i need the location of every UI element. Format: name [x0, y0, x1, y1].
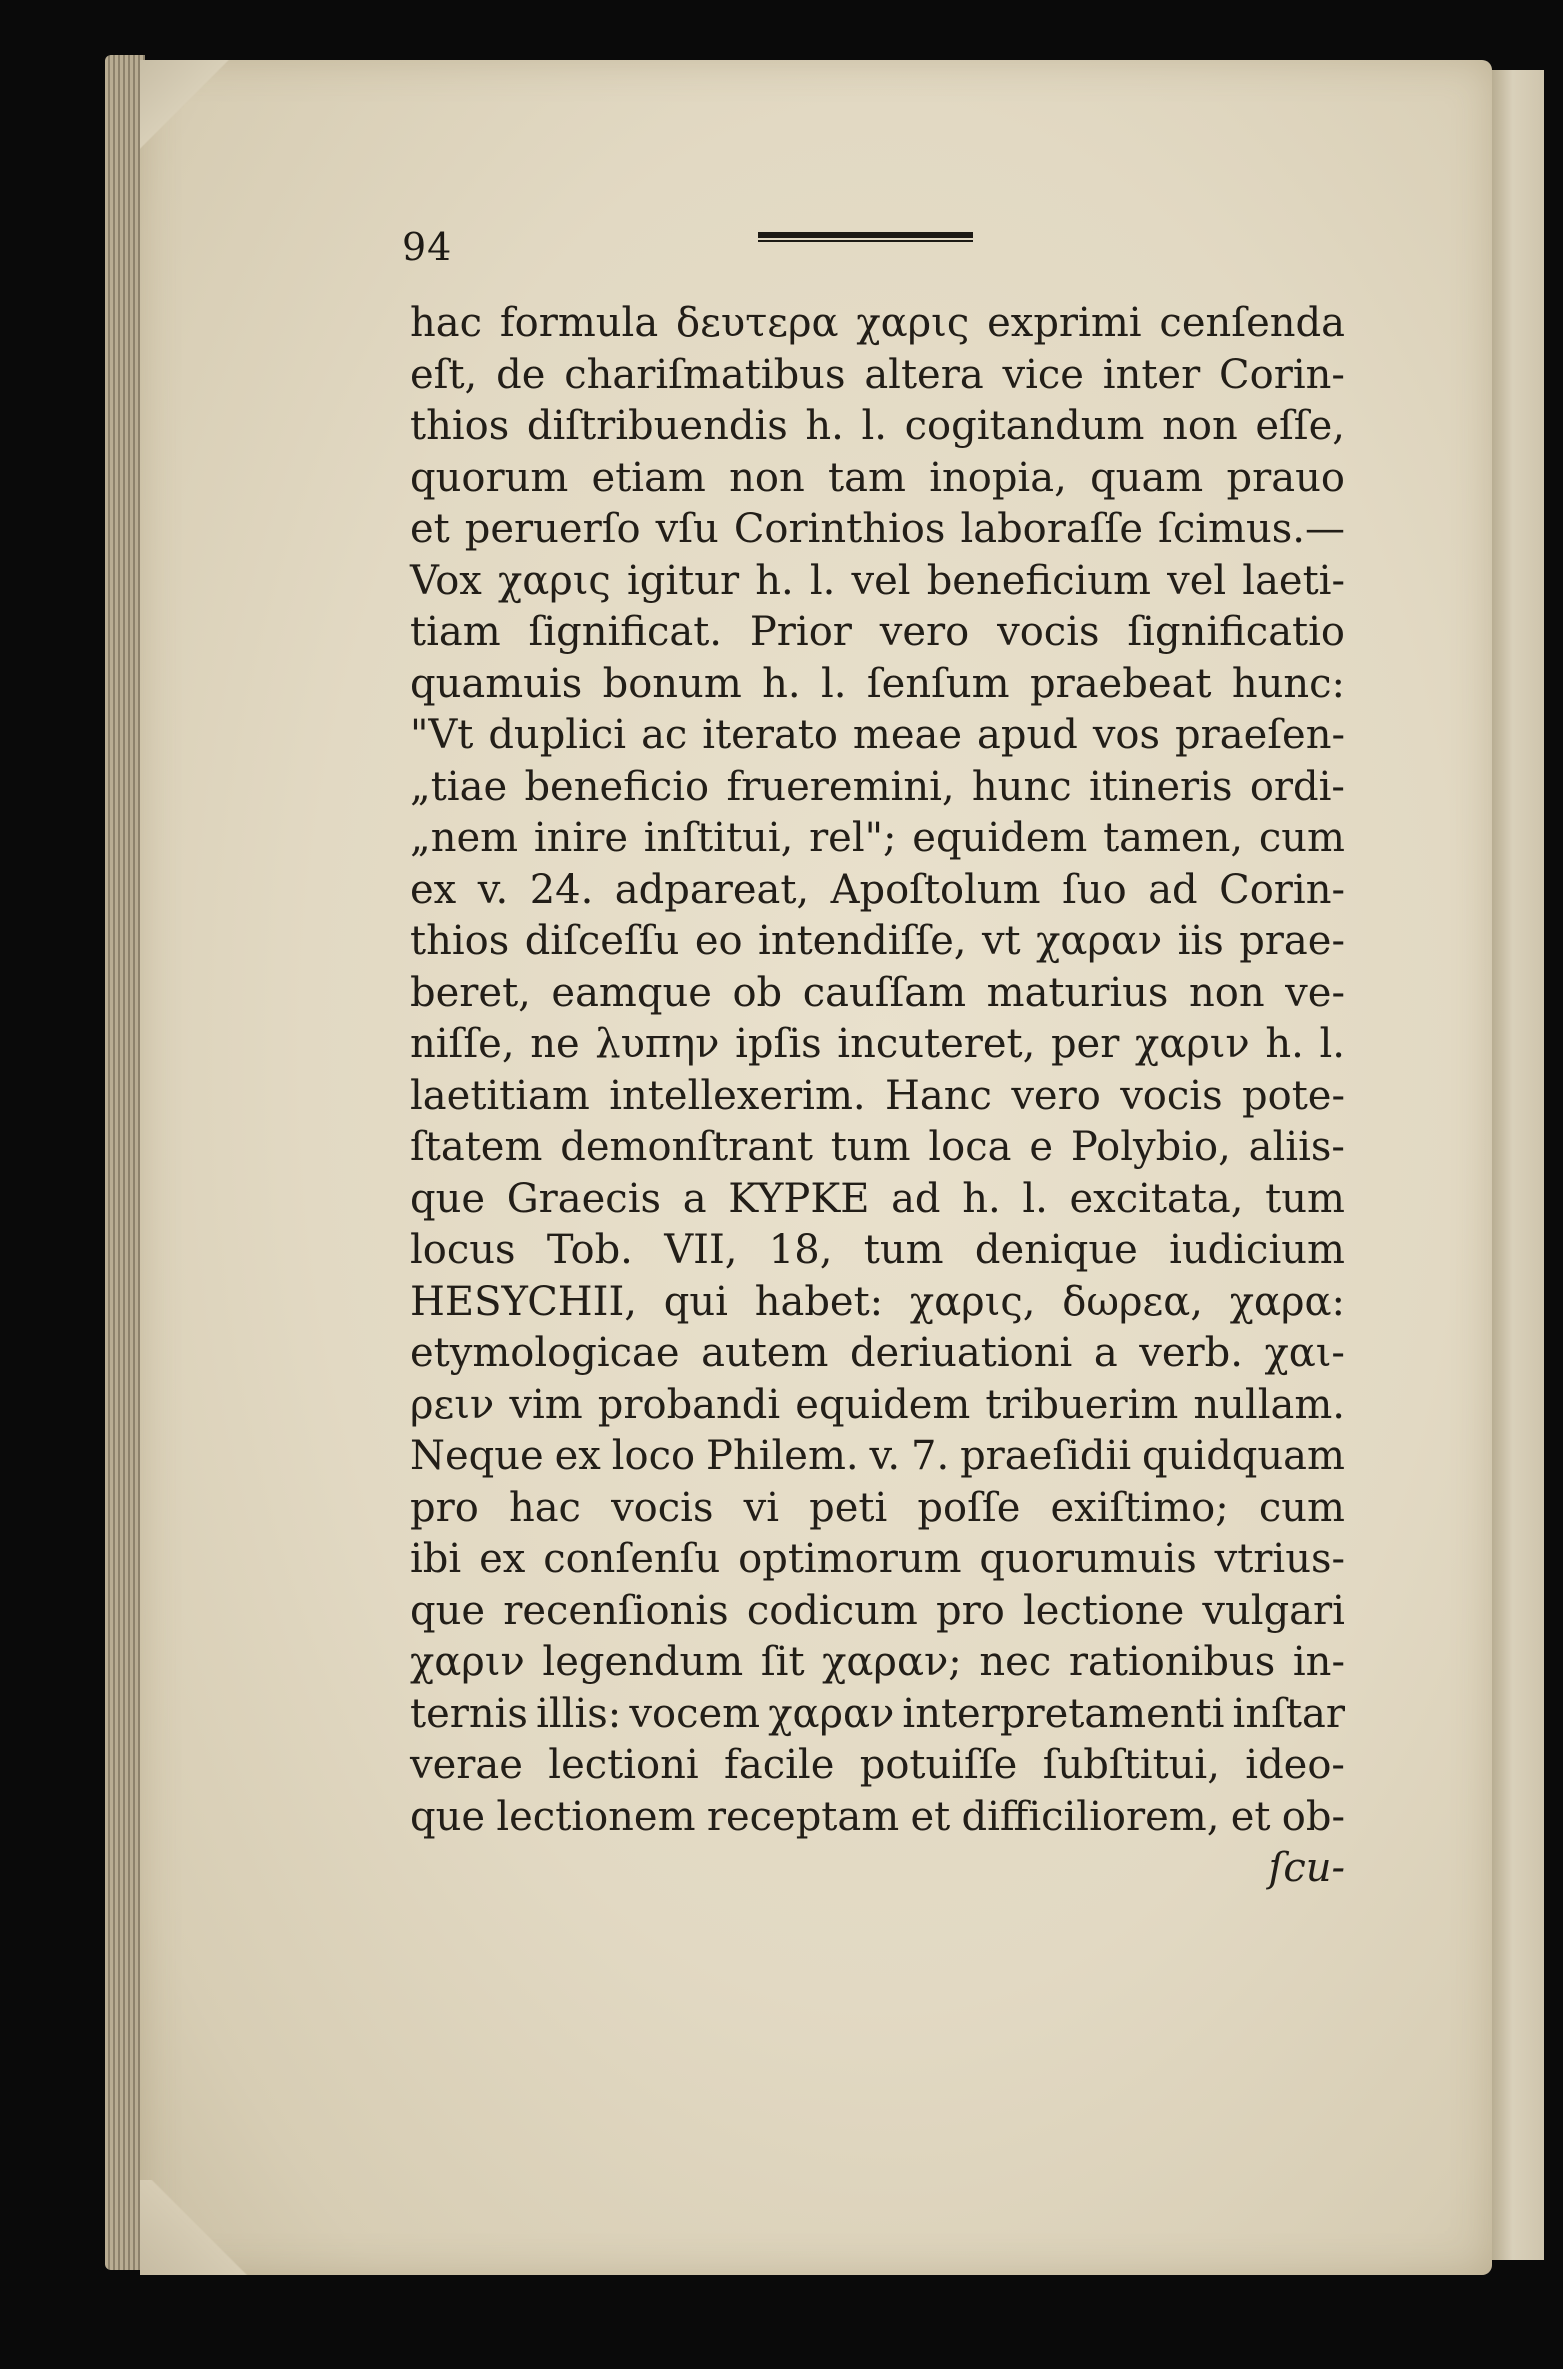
word: equidem	[795, 1381, 971, 1428]
word: per	[1050, 1021, 1120, 1067]
word: "Vt	[410, 712, 474, 758]
word: Corin-	[1219, 866, 1345, 913]
word: denique	[974, 1227, 1138, 1273]
word: que	[410, 1793, 486, 1840]
word: e	[1029, 1124, 1054, 1170]
word: 18,	[768, 1227, 833, 1273]
word: vocem	[629, 1690, 761, 1737]
page-number: 94	[402, 225, 453, 269]
word: equidem	[912, 815, 1088, 861]
word: conſenſu	[543, 1536, 721, 1582]
word: exprimi	[987, 300, 1142, 346]
word: peruerſo	[464, 506, 641, 552]
word: pote-	[1242, 1072, 1345, 1119]
word: tiam	[410, 609, 501, 655]
word: vero	[1011, 1072, 1101, 1119]
text-line	[410, 1740, 1345, 1792]
text-line	[410, 1071, 1345, 1123]
word: praeſidii	[960, 1433, 1132, 1479]
word: ſubſtitui,	[1042, 1742, 1220, 1788]
word: vt	[981, 918, 1021, 964]
word: altera	[864, 351, 984, 398]
word: inſtar	[1232, 1690, 1345, 1737]
word: λυπην	[595, 1021, 720, 1067]
word: ordi-	[1249, 763, 1345, 810]
word: tam	[828, 454, 906, 501]
word: 24.	[529, 866, 594, 913]
word: a	[1093, 1330, 1118, 1376]
word: v.	[869, 1433, 901, 1479]
word: χαραν	[1036, 918, 1163, 964]
word: hac	[508, 1484, 581, 1531]
word: aliis-	[1248, 1124, 1345, 1170]
word: beret,	[410, 969, 531, 1016]
word: 7.	[911, 1433, 950, 1479]
word: exiſtimo;	[1050, 1484, 1229, 1531]
word: l.	[809, 557, 836, 604]
word: loca	[928, 1124, 1012, 1170]
word: tum	[1265, 1175, 1345, 1222]
page-edges	[105, 55, 145, 2270]
word: vocis	[1120, 1072, 1223, 1119]
word: HESYCHII,	[410, 1278, 637, 1325]
word: ſtatem	[410, 1124, 543, 1170]
word: habet:	[754, 1278, 884, 1325]
word: Corinthios	[733, 506, 946, 552]
word: ſuo	[1062, 866, 1127, 913]
word: adpareat,	[614, 866, 810, 913]
word: beneficio	[524, 763, 710, 810]
word: hunc:	[1231, 660, 1345, 707]
word: verb.	[1139, 1330, 1243, 1376]
text-line	[410, 762, 1345, 814]
catchword: ſcu-	[1268, 1845, 1345, 1891]
word: duplici	[488, 712, 627, 758]
word: KYPKE	[728, 1175, 870, 1222]
word: quorum	[410, 454, 569, 501]
word: niſſe,	[410, 1021, 515, 1067]
word: laeti-	[1242, 557, 1345, 604]
word: locus	[410, 1227, 516, 1273]
word: demonſtrant	[560, 1124, 813, 1170]
word: ob	[732, 969, 783, 1016]
word: χαρις,	[909, 1278, 1036, 1325]
word: thios	[410, 403, 510, 449]
text-line	[410, 453, 1345, 505]
text-line	[410, 401, 1345, 453]
word: vos	[1092, 712, 1161, 758]
word: frueremini,	[726, 763, 955, 810]
word: et	[1230, 1793, 1271, 1840]
word: Prior	[749, 609, 852, 655]
text-line	[410, 1637, 1345, 1689]
word: ac	[641, 712, 688, 758]
word: codicum	[746, 1587, 918, 1634]
word: bonum	[602, 660, 742, 707]
word: inire	[533, 815, 628, 861]
word: quamuis	[410, 660, 583, 707]
word: ibi	[410, 1536, 462, 1582]
word: δευτερα	[676, 300, 839, 346]
word: que	[410, 1587, 486, 1634]
word: inſtitui,	[643, 815, 794, 861]
word: potuiſſe	[859, 1742, 1018, 1788]
facing-page-edge	[1492, 70, 1544, 2260]
word: ſignificatio	[1127, 609, 1345, 655]
word: tum	[830, 1124, 911, 1170]
word: iis	[1177, 918, 1224, 964]
text-line	[410, 813, 1345, 865]
word: vſu	[655, 506, 719, 552]
word: eſſe,	[1255, 403, 1345, 449]
word: qui	[663, 1278, 728, 1325]
word: thios	[410, 918, 510, 964]
word: loco	[611, 1433, 696, 1479]
word: poſſe	[917, 1484, 1021, 1531]
word: intellexerim.	[609, 1072, 866, 1119]
word: ad	[1148, 866, 1198, 913]
word: verae	[410, 1742, 523, 1788]
word: intendiſſe,	[758, 918, 967, 964]
word: quam	[1090, 454, 1204, 501]
word: praeſen-	[1175, 712, 1345, 758]
word: χαρις	[856, 300, 970, 346]
word: vtrius-	[1214, 1536, 1345, 1582]
word: praebeat	[1029, 660, 1212, 707]
word: h.	[755, 557, 794, 604]
word: laetitiam	[410, 1072, 590, 1119]
word: h.	[805, 403, 844, 449]
word: nullam.	[1193, 1381, 1345, 1428]
word: et	[910, 1793, 951, 1840]
text-line	[410, 659, 1345, 711]
word: eamque	[551, 969, 712, 1016]
word: rel";	[809, 815, 897, 861]
word: recenſionis	[503, 1587, 729, 1634]
word: vice	[1002, 351, 1084, 398]
word: ſignificat.	[528, 609, 722, 655]
word: χαριν	[1134, 1021, 1250, 1067]
word: vocis	[611, 1484, 714, 1531]
word: incuteret,	[837, 1021, 1036, 1067]
word: etiam	[591, 454, 706, 501]
word: meae	[852, 712, 963, 758]
page-corner-fold-bottom	[140, 2180, 280, 2275]
word: ipſis	[735, 1021, 822, 1067]
word: ex	[479, 1536, 526, 1582]
word: cum	[1258, 1484, 1345, 1531]
word: vi	[743, 1484, 779, 1531]
word: Vox	[410, 557, 482, 604]
word: chariſmatibus	[564, 351, 846, 398]
text-line	[410, 1225, 1345, 1277]
word: pro	[935, 1587, 1005, 1634]
word: hac	[410, 300, 483, 346]
word: prauo	[1226, 454, 1345, 501]
word: non	[1189, 969, 1265, 1016]
word: optimorum	[738, 1536, 962, 1582]
word: ſenſum	[866, 660, 1010, 707]
text-line	[410, 865, 1345, 917]
word: vel	[851, 557, 911, 604]
word: tamen,	[1103, 815, 1244, 861]
word: iterato	[702, 712, 838, 758]
text-line	[410, 968, 1345, 1020]
word: ternis	[410, 1690, 528, 1737]
word: „tiae	[410, 763, 508, 810]
word: χαριν	[410, 1639, 525, 1685]
word: excitata,	[1069, 1175, 1244, 1222]
word: non	[729, 454, 805, 501]
text-line	[410, 1689, 1345, 1741]
word: eo	[694, 918, 743, 964]
word: hunc	[971, 763, 1072, 810]
word: Tob.	[546, 1227, 633, 1273]
word: ex	[554, 1433, 601, 1479]
word: v.	[477, 866, 509, 913]
text-line	[410, 504, 1345, 556]
word: vim	[509, 1381, 583, 1428]
word: lectioni	[548, 1742, 699, 1788]
word: cogitandum	[904, 403, 1145, 449]
word: diſceſſu	[524, 918, 680, 964]
word: Apoſtolum	[830, 866, 1041, 913]
word: inopia,	[929, 454, 1067, 501]
word: Corin-	[1219, 351, 1345, 398]
word: non	[1162, 403, 1238, 449]
text-line	[410, 1277, 1345, 1329]
word: ρειν	[410, 1381, 495, 1428]
text-line	[410, 1174, 1345, 1226]
text-line	[410, 1328, 1345, 1380]
word: VII,	[664, 1227, 738, 1273]
word: apud	[977, 712, 1078, 758]
text-line	[410, 350, 1345, 402]
word: lectionem	[496, 1793, 696, 1840]
word: χαρις	[497, 557, 611, 604]
text-line	[410, 1534, 1345, 1586]
word: χαραν	[768, 1690, 895, 1737]
text-line	[410, 1380, 1345, 1432]
text-line	[410, 1483, 1345, 1535]
word: itineris	[1088, 763, 1233, 810]
word: facile	[724, 1742, 835, 1788]
word: beneficium	[926, 557, 1151, 604]
word: ob-	[1281, 1793, 1345, 1840]
word: ex	[410, 866, 457, 913]
word: Philem.	[706, 1433, 859, 1479]
word: diſtribuendis	[526, 403, 788, 449]
word: in-	[1292, 1639, 1345, 1685]
word: ideo-	[1245, 1742, 1345, 1788]
word: χαι-	[1264, 1330, 1345, 1376]
text-line	[410, 298, 1345, 350]
word: „nem	[410, 815, 519, 861]
word: cauſſam	[802, 969, 967, 1016]
word: l.	[1022, 1175, 1048, 1222]
word: cenſenda	[1159, 300, 1345, 346]
word: interpretamenti	[902, 1690, 1225, 1737]
word: χαραν;	[822, 1639, 962, 1685]
word: rationibus	[1068, 1639, 1276, 1685]
word: nec	[979, 1639, 1052, 1685]
word: laboraſſe	[960, 506, 1144, 552]
word: ne	[530, 1021, 580, 1067]
word: tribuerim	[985, 1381, 1179, 1428]
word: vel	[1167, 557, 1227, 604]
page-corner-fold-top	[140, 60, 235, 160]
body-text	[410, 298, 1345, 1895]
word: legendum	[542, 1639, 744, 1685]
word: peti	[809, 1484, 888, 1531]
word: receptam	[706, 1793, 900, 1840]
word: illis:	[536, 1690, 622, 1737]
word: quidquam	[1142, 1433, 1345, 1479]
word: h.	[762, 660, 801, 707]
word: vocis	[997, 609, 1100, 655]
word: l.	[861, 403, 887, 449]
word: h.	[962, 1175, 1001, 1222]
text-line	[410, 1431, 1345, 1483]
word: lectione	[1022, 1587, 1185, 1634]
text-line	[410, 556, 1345, 608]
word: ſit	[760, 1639, 805, 1685]
word: ve-	[1285, 969, 1345, 1016]
word: pro	[410, 1484, 479, 1531]
word: de	[496, 351, 546, 398]
word: χαρα:	[1229, 1278, 1345, 1325]
word: cum	[1258, 815, 1345, 861]
word: eſt,	[410, 351, 478, 398]
word: autem	[701, 1330, 829, 1376]
word: probandi	[597, 1381, 781, 1428]
text-line	[410, 916, 1345, 968]
word: Neque	[410, 1433, 544, 1479]
word: Polybio,	[1070, 1124, 1231, 1170]
word: quorumuis	[979, 1536, 1197, 1582]
text-line	[410, 1122, 1345, 1174]
word: l.	[820, 660, 847, 707]
word: ad	[891, 1175, 941, 1222]
word: inter	[1102, 351, 1201, 398]
header-rule	[758, 232, 973, 242]
word: deriuationi	[849, 1330, 1073, 1376]
text-line	[410, 1019, 1345, 1071]
word: prae-	[1239, 918, 1345, 964]
word: vero	[879, 609, 970, 655]
text-line	[410, 607, 1345, 659]
word: δωρεα,	[1062, 1278, 1203, 1325]
text-line	[410, 1792, 1345, 1844]
word: igitur	[626, 557, 740, 604]
text-line	[410, 1586, 1345, 1638]
word: Hanc	[885, 1072, 992, 1119]
word: iudicium	[1169, 1227, 1345, 1273]
word: Graecis	[506, 1175, 662, 1222]
word: a	[682, 1175, 707, 1222]
word: h.	[1265, 1021, 1304, 1067]
word: l.	[1319, 1021, 1345, 1067]
word: ſcimus.—	[1158, 506, 1345, 552]
word: difficiliorem,	[961, 1793, 1220, 1840]
word: et	[410, 506, 450, 552]
word: que	[410, 1175, 486, 1222]
word: vulgari	[1202, 1587, 1345, 1634]
word: formula	[499, 300, 659, 346]
word: etymologicae	[410, 1330, 680, 1376]
word: maturius	[986, 969, 1169, 1016]
word: tum	[863, 1227, 944, 1273]
text-line	[410, 710, 1345, 762]
